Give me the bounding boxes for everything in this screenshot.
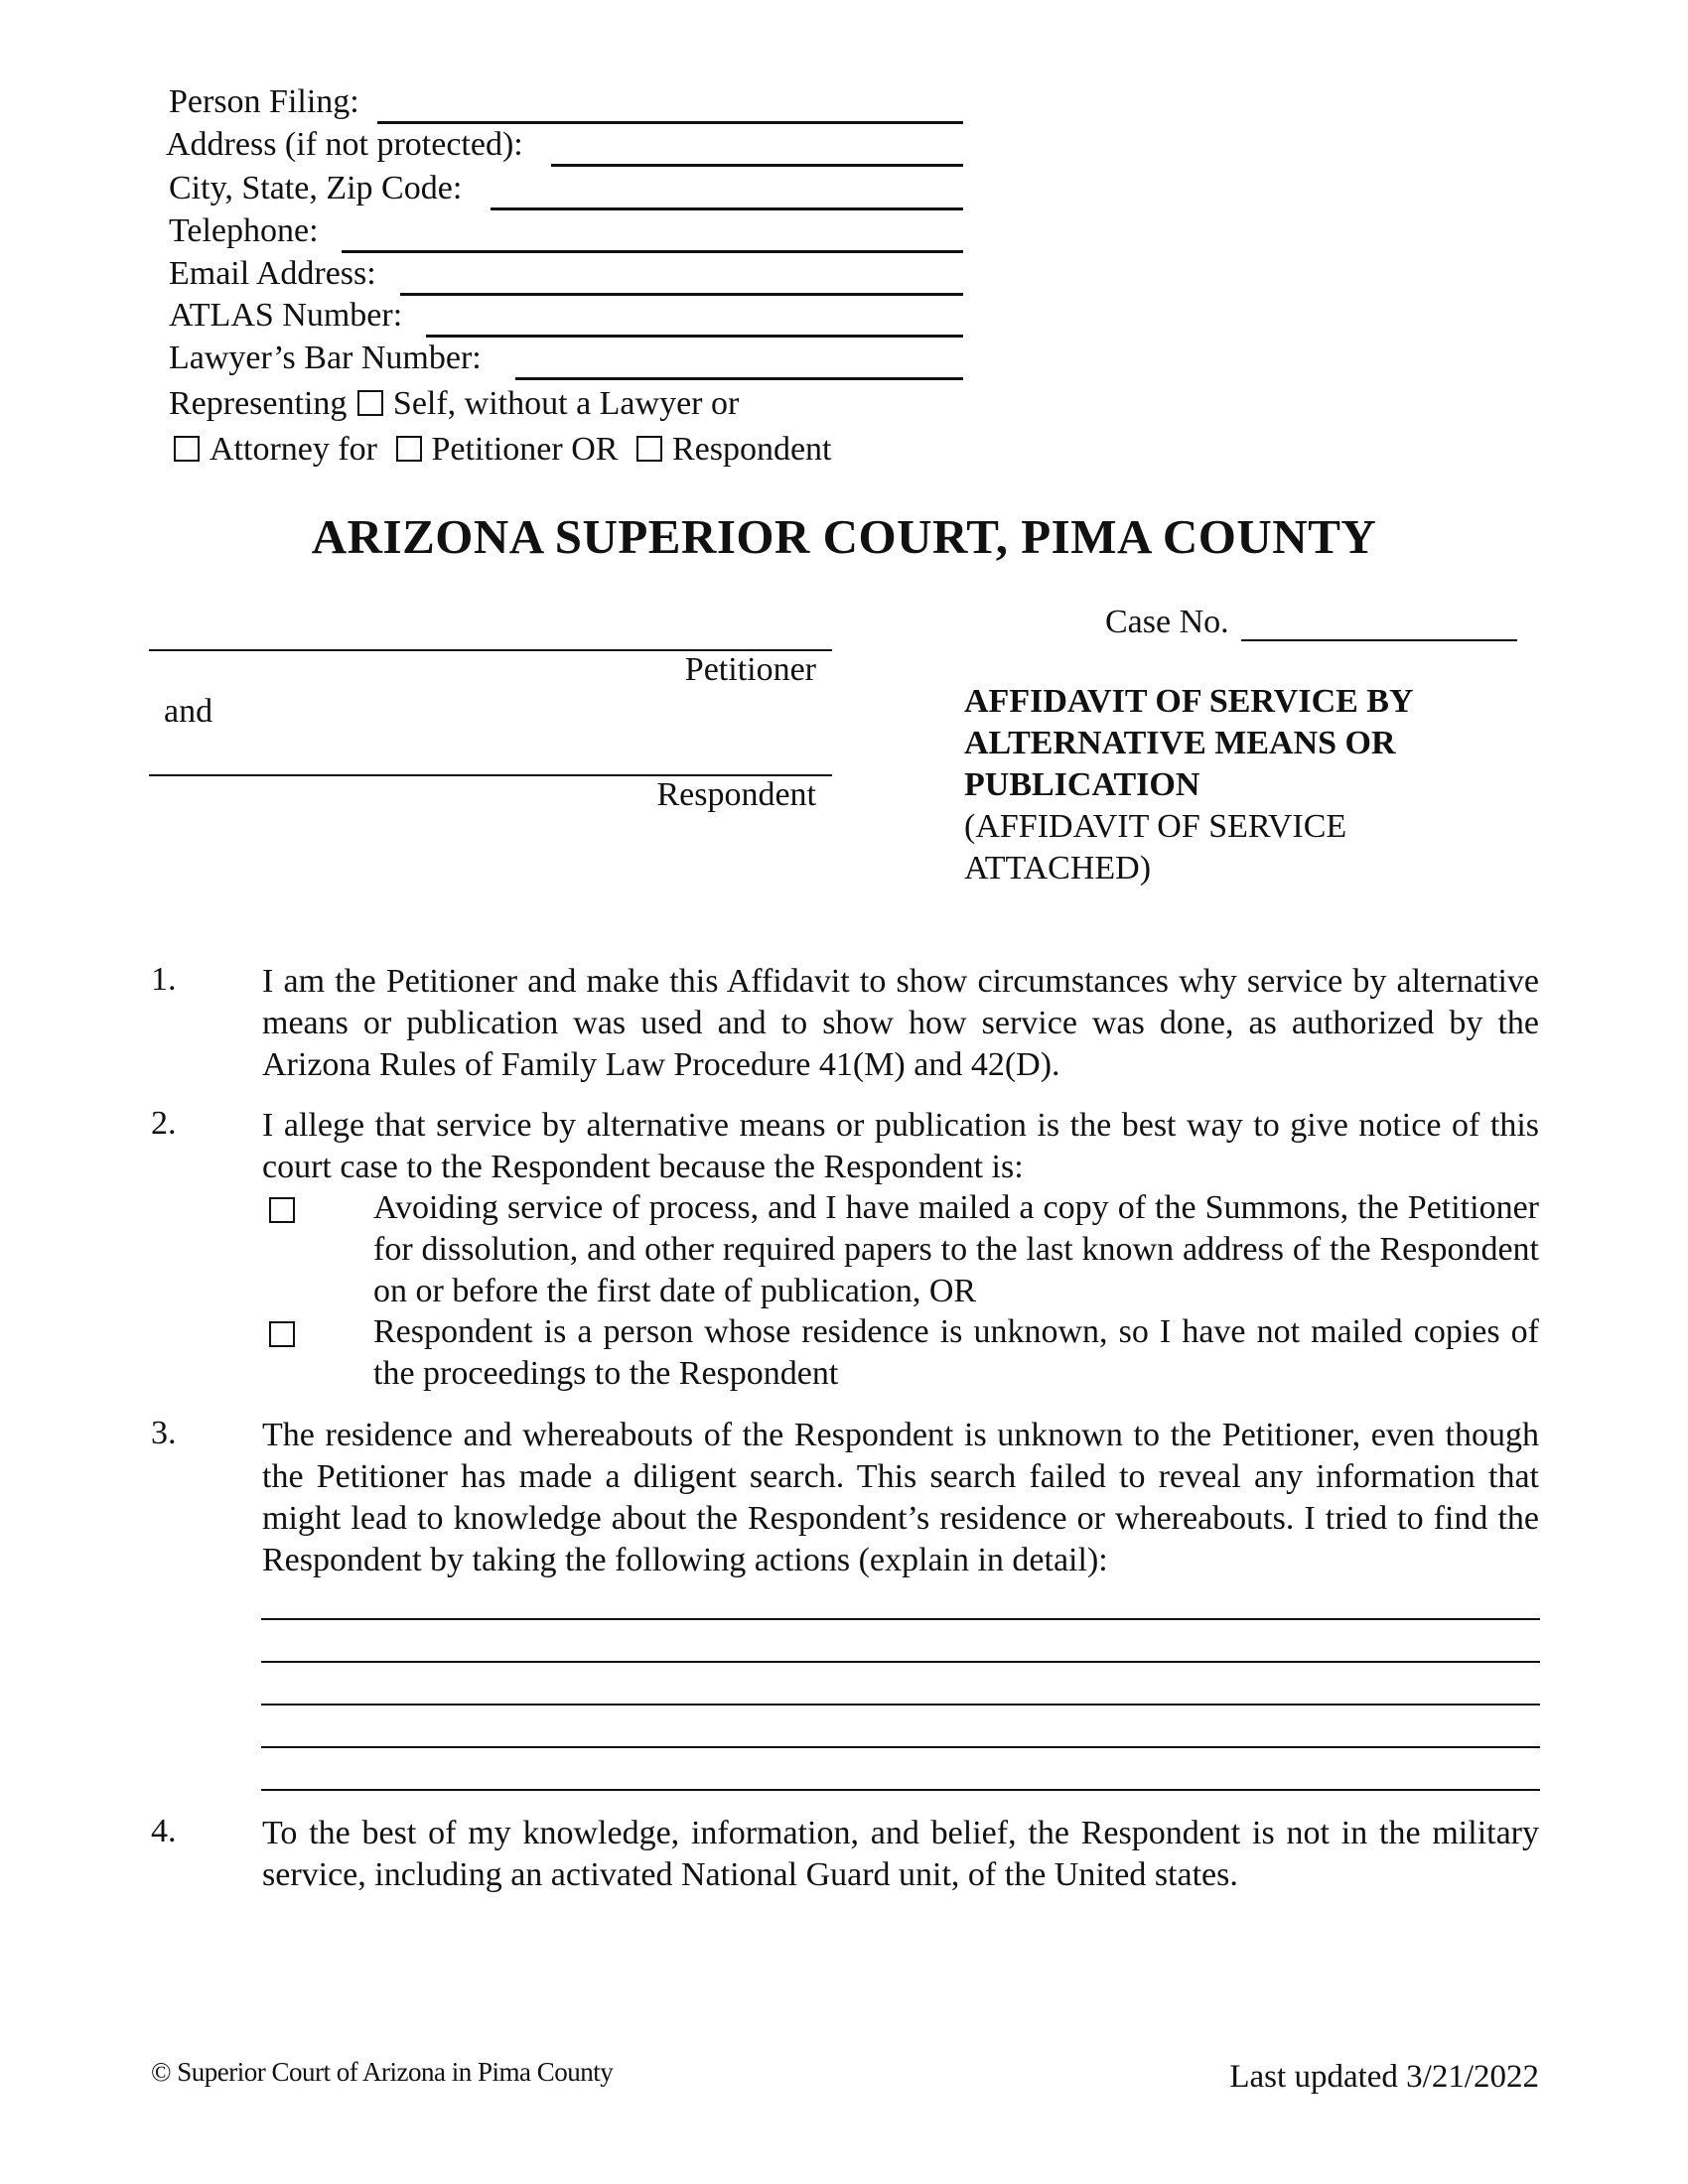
atlas-number-field[interactable] — [426, 335, 963, 338]
explanation-line[interactable] — [261, 1789, 1540, 1791]
paragraph-4-number: 4. — [151, 1813, 177, 1849]
telephone-label: Telephone: — [169, 212, 319, 249]
document-title: AFFIDAVIT OF SERVICE BY ALTERNATIVE MEANS OR PUBLICATION — [964, 683, 1413, 803]
email-address-field[interactable] — [400, 293, 963, 296]
city-state-zip-label: City, State, Zip Code: — [169, 170, 463, 206]
document-subtitle: (AFFIDAVIT OF SERVICE ATTACHED) — [964, 808, 1347, 887]
respondent-checkbox[interactable] — [636, 436, 662, 462]
self-label: Self, without a Lawyer or — [392, 385, 740, 422]
paragraph-4-text: To the best of my knowledge, information, and belief, the Respondent is not in the military service, including an activated National Guard unit, of the United states. — [262, 1815, 1539, 1893]
paragraph-1-text: I am the Petitioner and make this Affidavit to show circumstances why service by alternative means or publication was used and to show how service was done, as authorized by the Arizona Rules of Family Law Procedure 41(M) and 42(D). — [262, 963, 1539, 1083]
person-filing-field[interactable] — [377, 121, 963, 124]
footer-last-updated: Last updated 3/21/2022 — [1229, 2059, 1539, 2095]
attorney-row — [172, 431, 832, 469]
respondent-option-label: Respondent — [671, 431, 832, 468]
option-2-text: Respondent is a person whose residence is unknown, so I have not mailed copies of the proceedings to the Respondent — [373, 1313, 1539, 1392]
paragraph-2-text: I allege that service by alternative means or publication is the best way to give notice of this court case to the Respondent because the Respondent is: — [262, 1107, 1539, 1185]
option-1-text: Avoiding service of process, and I have mailed a copy of the Summons, the Petitioner for dissolution, and other required papers to the last known address of the Respondent on or before the first date of publication, OR — [373, 1189, 1539, 1309]
self-checkbox[interactable] — [357, 390, 383, 416]
case-no-field[interactable] — [1241, 639, 1517, 641]
person-filing-label: Person Filing: — [169, 83, 359, 120]
court-title: ARIZONA SUPERIOR COURT, PIMA COUNTY — [311, 509, 1377, 564]
paragraph-3-number: 3. — [151, 1415, 177, 1451]
paragraph-1-number: 1. — [151, 961, 177, 998]
bar-number-label: Lawyer’s Bar Number: — [169, 340, 482, 376]
bar-number-field[interactable] — [515, 377, 963, 380]
document-title-block — [964, 681, 1480, 889]
address-field[interactable] — [551, 164, 963, 167]
attorney-checkbox[interactable] — [174, 436, 200, 462]
explanation-line[interactable] — [261, 1746, 1540, 1748]
petitioner-checkbox[interactable] — [396, 436, 422, 462]
respondent-caption-label: Respondent — [656, 776, 816, 813]
city-state-zip-field[interactable] — [491, 207, 963, 210]
explanation-line[interactable] — [261, 1618, 1540, 1620]
representing-row — [169, 385, 739, 423]
case-no-label: Case No. — [1105, 604, 1229, 640]
explanation-line[interactable] — [261, 1704, 1540, 1706]
option-2-checkbox[interactable] — [269, 1321, 295, 1352]
representing-label: Representing — [169, 385, 348, 422]
paragraph-3-text: The residence and whereabouts of the Respondent is unknown to the Petitioner, even though the Petitioner has made a diligent search. This search failed to reveal any information that might lead to knowledge about the Respondent’s residence or whereabouts. I tried to find the Respondent by taking the following actions (explain in detail): — [262, 1417, 1539, 1578]
email-address-label: Email Address: — [169, 255, 376, 292]
option-1-checkbox[interactable] — [269, 1197, 295, 1228]
petitioner-option-label: Petitioner OR — [431, 431, 619, 468]
attorney-label: Attorney for — [210, 431, 378, 468]
address-label: Address (if not protected): — [166, 126, 523, 163]
petitioner-caption-label: Petitioner — [684, 651, 816, 688]
telephone-field[interactable] — [342, 250, 963, 253]
explanation-line[interactable] — [261, 1661, 1540, 1663]
atlas-number-label: ATLAS Number: — [169, 297, 403, 334]
footer-copyright: © Superior Court of Arizona in Pima County — [151, 2057, 614, 2087]
paragraph-2-number: 2. — [151, 1105, 177, 1142]
and-label: and — [164, 693, 213, 730]
